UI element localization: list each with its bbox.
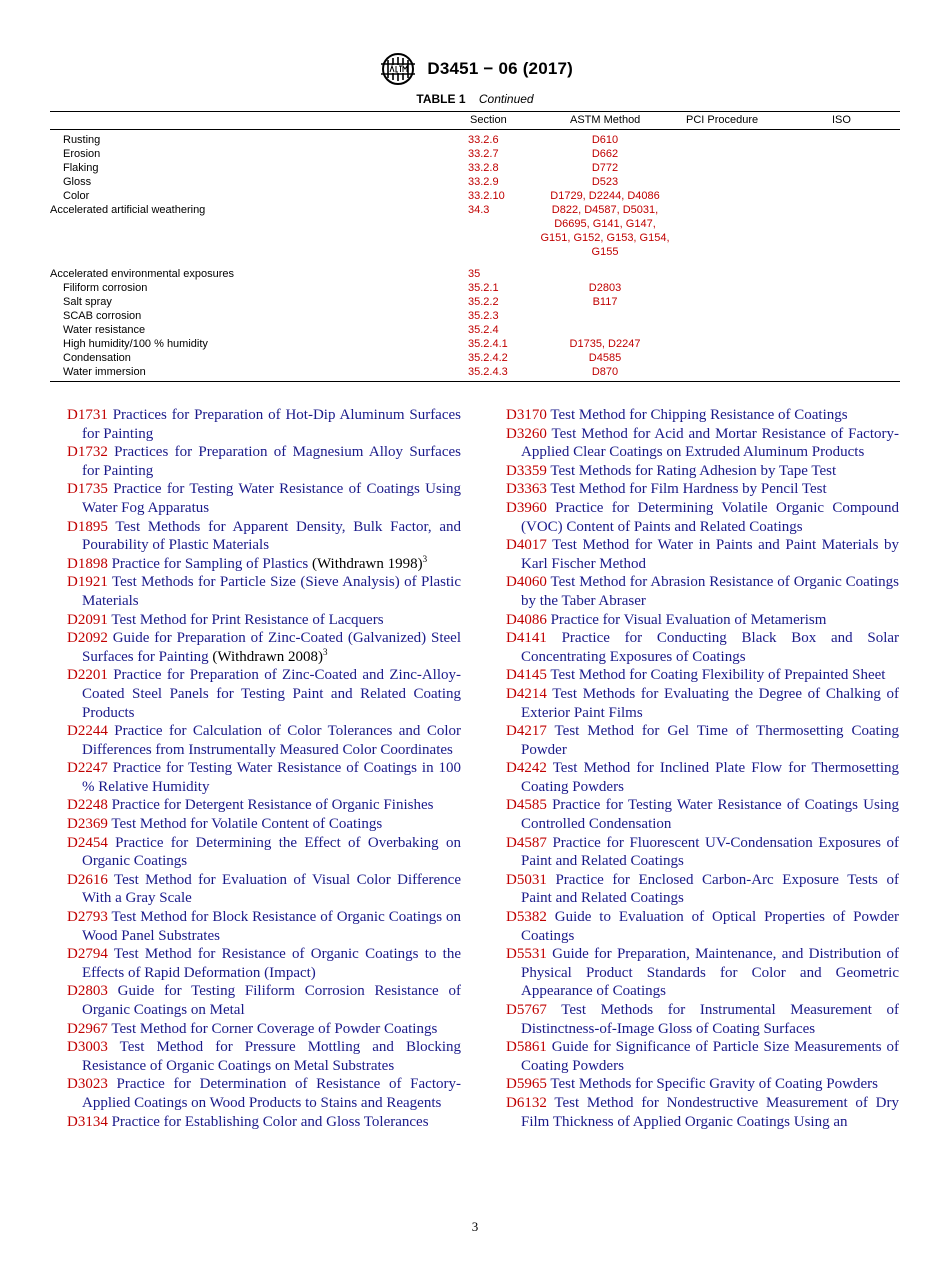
reference-item (506, 1094, 899, 1131)
table-caption-label: TABLE 1 (416, 92, 466, 106)
row-astm-method[interactable]: D662 (591, 148, 619, 160)
reference-item (506, 1075, 899, 1094)
reference-item (506, 611, 899, 630)
reference-code-link[interactable]: D2092 (67, 630, 108, 647)
table-caption-continued: Continued (478, 92, 534, 106)
reference-title: Test Method for Coating Flexibility of Prepainted Sheet (550, 667, 886, 684)
reference-title: Test Method for Resistance of Organic Coatings to the Effects of Rapid Deformation (Impact) (82, 946, 461, 981)
row-section[interactable]: 35.2.3 (468, 310, 499, 322)
reference-item (506, 406, 899, 425)
row-label: Flaking (63, 162, 99, 174)
reference-title: Test Method for Volatile Content of Coatings (111, 816, 383, 833)
table-caption (0, 92, 950, 106)
table-row (50, 133, 900, 147)
row-astm-method[interactable]: D1735, D2247 (569, 338, 641, 350)
column-header-section: Section (470, 114, 507, 126)
reference-title: Practice for Testing Water Resistance of Coatings Using Water Fog Apparatus (82, 481, 461, 516)
reference-item (506, 499, 899, 536)
row-section[interactable]: 33.2.8 (468, 162, 499, 174)
table-row (50, 295, 900, 309)
reference-item (67, 908, 461, 945)
table-row (50, 203, 900, 259)
reference-title: Practice for Determining Volatile Organic Compound (VOC) Content of Paints and Related Coatings (521, 499, 900, 535)
row-astm-method[interactable]: D772 (591, 162, 619, 174)
row-section[interactable]: 35.2.4.2 (468, 352, 508, 364)
footnote-marker: 3 (323, 646, 328, 657)
reference-code-link[interactable]: D5382 (506, 909, 547, 926)
withdrawn-note: (Withdrawn 2008) (212, 648, 324, 665)
reference-item (67, 871, 461, 908)
reference-title: Test Method for Inclined Plate Flow for Thermosetting Coating Powders (521, 760, 899, 795)
reference-item (506, 871, 899, 908)
row-section[interactable]: 35.2.4 (468, 324, 499, 336)
reference-code-link[interactable]: D1731 (67, 407, 108, 423)
astm-logo-icon (377, 52, 419, 86)
reference-item (506, 796, 899, 833)
row-label: Accelerated environmental exposures (50, 268, 235, 280)
reference-code-link[interactable]: D4060 (506, 574, 547, 591)
table-body (50, 130, 900, 381)
reference-title: Test Methods for Apparent Density, Bulk Factor, and Pourability of Plastic Materials (82, 518, 461, 554)
row-astm-method[interactable]: D870 (591, 366, 619, 378)
reference-title: Practice for Fluorescent UV-Condensation Exposures of Paint and Related Coatings (521, 834, 899, 870)
row-section[interactable]: 33.2.7 (468, 148, 499, 160)
reference-code-link[interactable]: D1735 (67, 481, 108, 498)
row-label: Condensation (63, 352, 131, 364)
reference-title: Test Method for Abrasion Resistance of Organic Coatings by the Taber Abraser (521, 574, 900, 609)
reference-code-link[interactable]: D2967 (67, 1020, 108, 1037)
row-section[interactable]: 33.2.10 (468, 190, 505, 202)
reference-title: Test Method for Block Resistance of Organic Coatings on Wood Panel Substrates (82, 909, 462, 944)
column-header-pci-procedure: PCI Procedure (686, 114, 759, 126)
reference-title: Test Methods for Particle Size (Sieve Analysis) of Plastic Materials (82, 574, 461, 609)
document-id: D3451 − 06 (2017) (427, 59, 574, 78)
reference-code-link[interactable]: D1921 (67, 574, 108, 591)
reference-item (67, 555, 461, 574)
table-row (50, 281, 900, 295)
row-label: High humidity/100 % humidity (63, 338, 208, 350)
reference-title: Test Methods for Rating Adhesion by Tape Test (550, 462, 837, 479)
row-astm-method[interactable] (540, 323, 670, 337)
reference-title: Guide for Preparation of Zinc-Coated (Galvanized) Steel Surfaces for Painting (82, 630, 461, 665)
reference-item (506, 536, 899, 573)
reference-title: Practice for Determination of Resistance of Factory-Applied Coatings on Wood Products to Stains and Reagents (82, 1076, 461, 1111)
table-row (50, 351, 900, 365)
reference-title: Practice for Detergent Resistance of Organic Finishes (111, 797, 434, 814)
row-astm-method[interactable]: D1729, D2244, D4086 (550, 190, 660, 202)
row-section[interactable]: 35 (468, 268, 481, 280)
reference-list-left (67, 406, 461, 1131)
row-label: Salt spray (63, 296, 112, 308)
reference-code-link[interactable]: D4242 (506, 760, 547, 777)
table-row (50, 365, 900, 379)
reference-code-link[interactable]: D2793 (67, 909, 108, 926)
reference-item (67, 982, 461, 1019)
reference-item (67, 666, 461, 722)
reference-code-link[interactable]: D5031 (506, 871, 547, 888)
reference-item (67, 945, 461, 982)
reference-code-link[interactable]: D3134 (67, 1113, 108, 1130)
reference-item (67, 1038, 461, 1075)
row-section[interactable]: 34.3 (468, 204, 490, 216)
reference-code-link[interactable]: D2454 (67, 834, 108, 851)
reference-title: Guide to Evaluation of Optical Properties of Powder Coatings (521, 909, 899, 944)
reference-code-link[interactable]: D4587 (506, 834, 547, 851)
row-label: Color (63, 190, 90, 202)
reference-list-right (506, 406, 899, 1131)
reference-code-link[interactable]: D1898 (67, 555, 108, 572)
reference-item (67, 406, 461, 443)
reference-item (67, 834, 461, 871)
reference-title: Test Method for Water in Paints and Paint Materials by Karl Fischer Method (521, 537, 900, 572)
reference-item (67, 815, 461, 834)
row-label: Water immersion (63, 366, 146, 378)
reference-title: Practice for Calculation of Color Tolerances and Color Differences from Instrumentally Measured Color Coordinates (82, 723, 461, 758)
reference-item (506, 462, 899, 481)
row-astm-method[interactable]: D610 (591, 134, 619, 146)
reference-code-link[interactable]: D5531 (506, 946, 547, 963)
reference-title: Practice for Determining the Effect of Overbaking on Organic Coatings (82, 834, 462, 870)
reference-item (506, 945, 899, 1001)
reference-code-link[interactable]: D2616 (67, 871, 108, 888)
page-number: 3 (471, 1219, 479, 1234)
reference-item (67, 480, 461, 517)
page-header (0, 52, 950, 86)
reference-title: Test Method for Print Resistance of Lacquers (111, 611, 384, 628)
row-section[interactable]: 35.2.1 (468, 282, 499, 294)
methods-table (50, 111, 900, 382)
row-section[interactable]: 33.2.6 (468, 134, 499, 146)
reference-code-link[interactable]: D2369 (67, 816, 108, 833)
reference-item (67, 443, 461, 480)
reference-code-link[interactable]: D3003 (67, 1039, 108, 1056)
reference-item (67, 796, 461, 815)
reference-code-link[interactable]: D6132 (506, 1094, 547, 1111)
table-row (50, 175, 900, 189)
reference-title: Practice for Testing Water Resistance of Coatings Using Controlled Condensation (521, 797, 899, 833)
reference-code-link[interactable]: D2794 (67, 946, 108, 963)
reference-code-link[interactable]: D5965 (506, 1076, 547, 1093)
row-astm-method[interactable]: D4585 (588, 352, 622, 364)
reference-code-link[interactable]: D2248 (67, 797, 108, 814)
row-label: Accelerated artificial weathering (50, 204, 206, 216)
row-section[interactable]: 35.2.4.3 (468, 366, 508, 378)
reference-code-link[interactable]: D3023 (67, 1076, 108, 1093)
reference-title: Guide for Preparation, Maintenance, and Distribution of Physical Product Standards for Color and Geometric Appearance of Coatings (521, 946, 900, 1000)
reference-item (506, 629, 899, 666)
row-label: Rusting (63, 134, 101, 146)
table-row (50, 323, 900, 337)
reference-title: Test Methods for Instrumental Measurement of Distinctness-of-Image Gloss of Coating Surfaces (521, 1002, 900, 1037)
table-row (50, 337, 900, 351)
row-astm-method[interactable] (540, 267, 670, 281)
reference-code-link[interactable]: D4017 (506, 537, 547, 554)
reference-title: Practice for Conducting Black Box and Solar Concentrating Exposures of Coatings (521, 630, 900, 665)
table-row (50, 309, 900, 323)
reference-code-link[interactable]: D1732 (67, 444, 108, 461)
reference-code-link[interactable]: D2244 (67, 723, 108, 740)
reference-item (67, 1020, 461, 1039)
reference-code-link[interactable]: D2091 (67, 611, 108, 628)
reference-code-link[interactable]: D3260 (506, 425, 547, 442)
row-astm-method[interactable] (540, 309, 670, 323)
reference-title: Practices for Preparation of Magnesium Alloy Surfaces for Painting (82, 444, 461, 479)
reference-title: Guide for Significance of Particle Size Measurements of Coating Powders (521, 1039, 899, 1074)
reference-code-link[interactable]: D3359 (506, 462, 547, 479)
row-section[interactable]: 33.2.9 (468, 176, 499, 188)
reference-title: Practice for Sampling of Plastics (111, 555, 309, 572)
reference-code-link[interactable]: D4086 (506, 611, 547, 628)
row-label: Erosion (63, 148, 101, 160)
reference-item (67, 573, 461, 610)
reference-code-link[interactable]: D2803 (67, 983, 108, 1000)
reference-code-link[interactable]: D3960 (506, 499, 547, 516)
table-row (50, 267, 900, 281)
row-astm-method[interactable]: D822, D4587, D5031, D6695, G141, G147, G151, G152, G153, G154, G155 (540, 204, 670, 258)
footnote-marker: 3 (422, 553, 428, 564)
row-label: SCAB corrosion (63, 310, 142, 322)
table-row (50, 161, 900, 175)
reference-item (67, 759, 461, 796)
reference-code-link[interactable]: D4214 (506, 685, 547, 702)
reference-title: Test Method for Gel Time of Thermosetting Coating Powder (521, 723, 899, 758)
reference-code-link[interactable]: D4145 (506, 667, 547, 684)
table-row (50, 189, 900, 203)
reference-item (67, 1075, 461, 1112)
reference-title: Practice for Preparation of Zinc-Coated and Zinc-Alloy-Coated Steel Panels for Testing Paint and Related Coating Products (82, 667, 462, 721)
reference-title: Guide for Testing Filiform Corrosion Resistance of Organic Coatings on Metal (82, 983, 461, 1018)
reference-title: Test Method for Corner Coverage of Powder Coatings (111, 1020, 438, 1037)
reference-code-link[interactable]: D3363 (506, 481, 547, 498)
reference-title: Practice for Enclosed Carbon-Arc Exposure Tests of Paint and Related Coatings (521, 871, 899, 907)
reference-item (506, 908, 899, 945)
reference-item (506, 666, 899, 685)
reference-item (506, 685, 899, 722)
reference-item (67, 722, 461, 759)
reference-code-link[interactable]: D4585 (506, 797, 547, 814)
reference-title: Test Method for Nondestructive Measurement of Dry Film Thickness of Applied Organic Coatings Using an (521, 1094, 899, 1130)
reference-title: Test Method for Film Hardness by Pencil Test (550, 481, 827, 498)
reference-item (506, 1038, 899, 1075)
table-row (50, 147, 900, 161)
reference-item (67, 611, 461, 630)
row-astm-method[interactable]: D2803 (588, 282, 622, 294)
reference-item (67, 629, 461, 666)
row-section[interactable]: 35.2.2 (468, 296, 499, 308)
row-astm-method[interactable]: B117 (592, 296, 618, 308)
row-astm-method[interactable]: D523 (591, 176, 619, 188)
table-header-row (50, 112, 900, 130)
reference-code-link[interactable]: D2247 (67, 760, 108, 777)
reference-title: Test Method for Acid and Mortar Resistance of Factory-Applied Clear Coatings on Extruded Aluminum Products (521, 425, 900, 461)
row-section[interactable]: 35.2.4.1 (468, 338, 508, 350)
reference-item (67, 518, 461, 555)
column-header-astm-method: ASTM Method (570, 114, 641, 126)
reference-code-link[interactable]: D5861 (506, 1039, 547, 1056)
reference-code-link[interactable]: D4217 (506, 723, 547, 740)
row-label: Filiform corrosion (63, 282, 148, 294)
row-label: Gloss (63, 176, 92, 188)
reference-item (506, 480, 899, 499)
reference-item (506, 722, 899, 759)
reference-title: Test Method for Evaluation of Visual Color Difference With a Gray Scale (82, 871, 461, 907)
reference-item (506, 1001, 899, 1038)
reference-title: Practices for Preparation of Hot-Dip Aluminum Surfaces for Painting (82, 407, 461, 442)
reference-title: Test Method for Chipping Resistance of Coatings (550, 407, 848, 423)
reference-item (506, 425, 899, 462)
reference-item (506, 759, 899, 796)
reference-title: Practice for Testing Water Resistance of Coatings in 100 % Relative Humidity (82, 760, 462, 795)
reference-code-link[interactable]: D1895 (67, 518, 108, 535)
withdrawn-note: (Withdrawn 1998) (311, 555, 423, 572)
reference-item (67, 1113, 461, 1132)
reference-title: Test Methods for Specific Gravity of Coating Powders (550, 1076, 878, 1093)
row-label: Water resistance (63, 324, 146, 336)
reference-title: Practice for Visual Evaluation of Metamerism (550, 611, 827, 628)
reference-title: Practice for Establishing Color and Gloss Tolerances (111, 1113, 429, 1130)
reference-title: Test Methods for Evaluating the Degree of Chalking of Exterior Paint Films (521, 685, 899, 721)
reference-code-link[interactable]: D3170 (506, 407, 547, 423)
reference-code-link[interactable]: D4141 (506, 630, 547, 647)
reference-code-link[interactable]: D5767 (506, 1002, 547, 1018)
reference-title: Test Method for Pressure Mottling and Blocking Resistance of Organic Coatings on Metal Substrates (82, 1039, 462, 1074)
reference-item (506, 573, 899, 610)
reference-item (506, 834, 899, 871)
reference-code-link[interactable]: D2201 (67, 667, 108, 684)
column-header-iso: ISO (832, 114, 851, 126)
